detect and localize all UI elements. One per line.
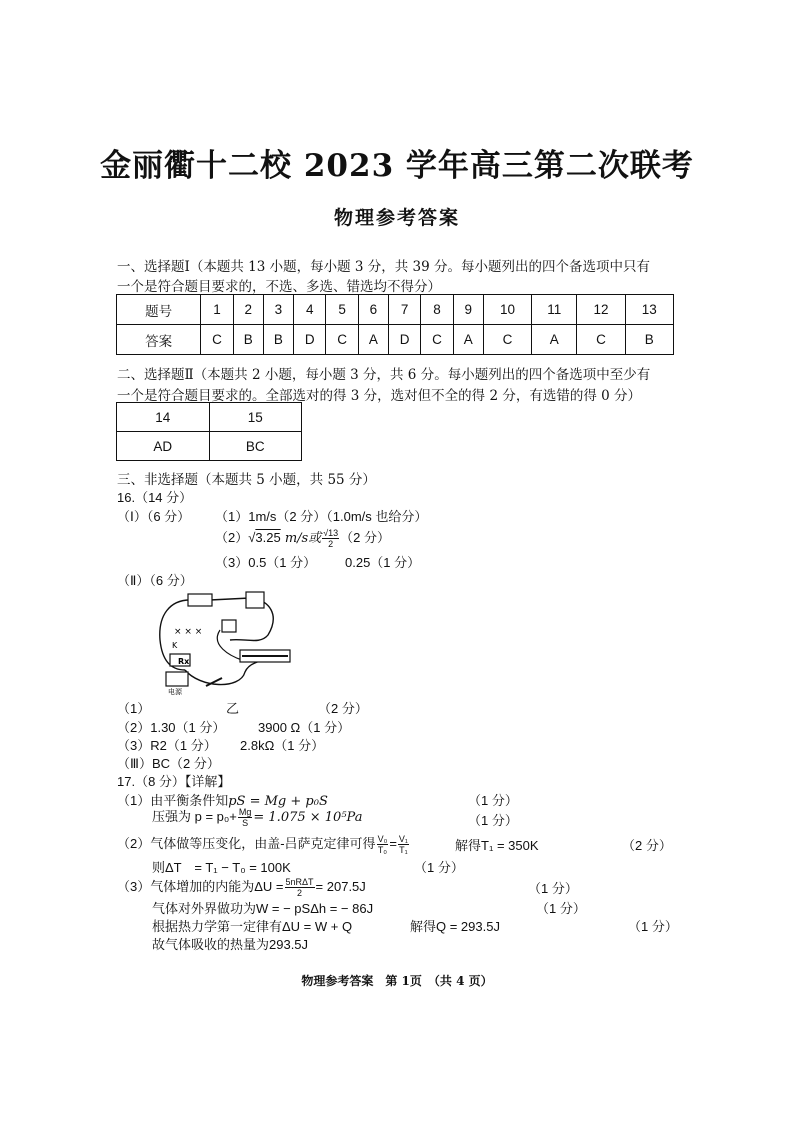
field-marks: × × × <box>174 627 203 637</box>
circuit-wire <box>217 630 242 660</box>
fraction <box>398 834 409 855</box>
question-number: 11 <box>532 295 577 325</box>
question-number: 3 <box>263 295 293 325</box>
q17-line5-text: （3）气体增加的内能为ΔU = <box>117 879 284 894</box>
fraction-numerator: √13 <box>323 528 339 539</box>
battery-icon <box>166 672 188 686</box>
meter-icon <box>188 594 212 606</box>
fraction <box>285 877 315 898</box>
page-title: 金丽衢十二校 2023 学年高三第二次联考 <box>100 148 694 184</box>
q16-part1-answer2 <box>215 527 390 549</box>
q16-part1-answer1: （1）1m/s（2 分）（1.0m/s 也给分） <box>215 509 428 524</box>
answer-cell: C <box>421 325 453 355</box>
fraction-denominator: T₀ <box>377 845 388 856</box>
fraction <box>238 807 253 828</box>
fraction-denominator: 2 <box>328 539 334 550</box>
page-footer: 物理参考答案 第 1页 （共 4 页） <box>301 974 493 988</box>
q17-line2-text: 压强为 p = p₀+ <box>152 809 237 824</box>
sqrt-value: 3.25 <box>255 530 281 545</box>
q17-line3 <box>117 833 410 855</box>
q16-part2-answer2: （2）1.30（1 分） <box>117 720 226 735</box>
q16-part2-answer2b: 3900 Ω（1 分） <box>258 720 351 735</box>
q17-line4-score: （1 分） <box>414 860 464 875</box>
circuit-caption: 乙 <box>226 701 240 716</box>
q17-line6-score: （1 分） <box>536 901 586 916</box>
fraction <box>377 834 389 855</box>
answer-cell: A <box>358 325 388 355</box>
question-number: 1 <box>201 295 233 325</box>
answer-cell: D <box>388 325 420 355</box>
equals-sign: = <box>389 836 397 851</box>
q16-part3: （Ⅲ）BC（2 分） <box>117 756 220 771</box>
question-number: 14 <box>117 403 210 432</box>
unit-text: m/s或 <box>280 531 322 546</box>
answer-cell: C <box>326 325 358 355</box>
q17-line2-score: （1 分） <box>468 813 518 828</box>
q16-part1-answer3b: 0.25（1 分） <box>345 555 421 570</box>
q17-line4: 则ΔT = T₁ − T₀ = 100K <box>152 860 291 875</box>
q16-answer2-prefix: （2） <box>215 530 249 545</box>
q17-line8: 故气体吸收的热量为293.5J <box>152 937 309 952</box>
answer-cell: D <box>294 325 326 355</box>
question-number: 10 <box>483 295 531 325</box>
q16-part2-answer3: （3）R2（1 分） <box>117 738 217 753</box>
circuit-label-source: 电源 <box>168 688 182 696</box>
table-row-questions <box>117 403 302 432</box>
q17-line6: 气体对外界做功为W = − pSΔh = − 86J <box>152 901 374 916</box>
answer-cell: AD <box>117 432 210 461</box>
answer-cell: A <box>453 325 483 355</box>
q17-line3-result: 解得T₁ = 350K <box>455 838 539 853</box>
section2-answer-table <box>116 402 302 461</box>
answer-cell: C <box>577 325 625 355</box>
equation: = 1.075 × 10⁵Pa <box>253 810 363 825</box>
q17-line7-result: 解得Q = 293.5J <box>410 919 500 934</box>
table-row-questions <box>117 295 674 325</box>
q16-part2-answer3b: 2.8kΩ（1 分） <box>240 738 325 753</box>
q17-line1-text: （1）由平衡条件知 <box>117 793 229 808</box>
question-number: 9 <box>453 295 483 325</box>
circuit-label-k: K <box>172 641 178 650</box>
answer-cell: C <box>483 325 531 355</box>
answer-cell: A <box>532 325 577 355</box>
fraction-numerator: V₁ <box>398 834 408 845</box>
q16-label: 16.（14 分） <box>117 490 193 505</box>
meter-icon <box>246 592 264 608</box>
equation: = 207.5J <box>315 879 366 894</box>
answer-cell: BC <box>209 432 302 461</box>
fraction <box>322 528 339 549</box>
table-row-answers <box>117 432 302 461</box>
q17-line7-score: （1 分） <box>628 919 678 934</box>
circuit-label-rx: Rx <box>178 657 190 666</box>
circuit-wire <box>185 659 290 684</box>
fraction-numerator: Mg <box>238 807 252 818</box>
question-number: 13 <box>625 295 673 325</box>
q17-label: 17.（8 分）【详解】 <box>117 774 231 789</box>
answer-cell: B <box>263 325 293 355</box>
question-number: 12 <box>577 295 625 325</box>
section2-heading-line2: 一个是符合题目要求的。全部选对的得 3 分，选对但不全的得 2 分，有选错的得 0 分） <box>117 388 642 404</box>
q16-part2-label: （Ⅱ）（6 分） <box>117 573 193 588</box>
fraction-denominator: T₁ <box>399 845 408 856</box>
section1-heading-line1: 一、选择题Ⅰ（本题共 13 小题，每小题 3 分，共 39 分。每小题列出的四个备选项中只有 <box>117 259 651 275</box>
q16-part1-label: （Ⅰ）（6 分） <box>117 509 191 524</box>
answer-cell: C <box>201 325 233 355</box>
section2-heading-line1: 二、选择题Ⅱ（本题共 2 小题，每小题 3 分，共 6 分。每小题列出的四个备选项中至少有 <box>117 367 651 383</box>
section1-answer-table <box>116 294 674 355</box>
question-number: 8 <box>421 295 453 325</box>
sqrt-sign: √ <box>248 530 256 545</box>
fraction-denominator: S <box>242 818 249 829</box>
q17-line3-text: （2）气体做等压变化，由盖-吕萨克定律可得 <box>117 836 376 851</box>
q17-line2 <box>152 806 362 828</box>
q16-part2-answer1-score: （2 分） <box>318 701 368 716</box>
question-number: 15 <box>209 403 302 432</box>
page-subtitle: 物理参考答案 <box>333 207 460 229</box>
meter-icon <box>222 620 236 632</box>
question-number: 4 <box>294 295 326 325</box>
question-number: 2 <box>233 295 263 325</box>
q17-line5-score: （1 分） <box>528 881 578 896</box>
q16-answer2-suffix: （2 分） <box>340 530 390 545</box>
row-label-answer: 答案 <box>117 325 201 355</box>
q16-part2-answer1: （1） <box>117 701 151 716</box>
fraction-numerator: 5nRΔT <box>285 877 314 888</box>
question-number: 5 <box>326 295 358 325</box>
answer-cell: B <box>625 325 673 355</box>
circuit-diagram <box>150 590 300 696</box>
answer-cell: B <box>233 325 263 355</box>
q17-line7: 根据热力学第一定律有ΔU = W + Q <box>152 919 353 934</box>
q17-line1-score: （1 分） <box>468 793 518 808</box>
row-label-question: 题号 <box>117 295 201 325</box>
question-number: 7 <box>388 295 420 325</box>
fraction-numerator: V₀ <box>377 834 388 845</box>
q17-line5 <box>117 876 366 898</box>
question-number: 6 <box>358 295 388 325</box>
equation: pS = Mg + p₀S <box>228 794 328 809</box>
section3-heading: 三、非选择题（本题共 5 小题，共 55 分） <box>117 472 376 488</box>
fraction-denominator: 2 <box>297 888 303 899</box>
table-row-answers <box>117 325 674 355</box>
q16-part1-answer3: （3）0.5（1 分） <box>215 555 317 570</box>
q17-line3-score: （2 分） <box>622 838 672 853</box>
section1-heading-line2: 一个是符合题目要求的，不选、多选、错选均不得分） <box>117 279 441 295</box>
